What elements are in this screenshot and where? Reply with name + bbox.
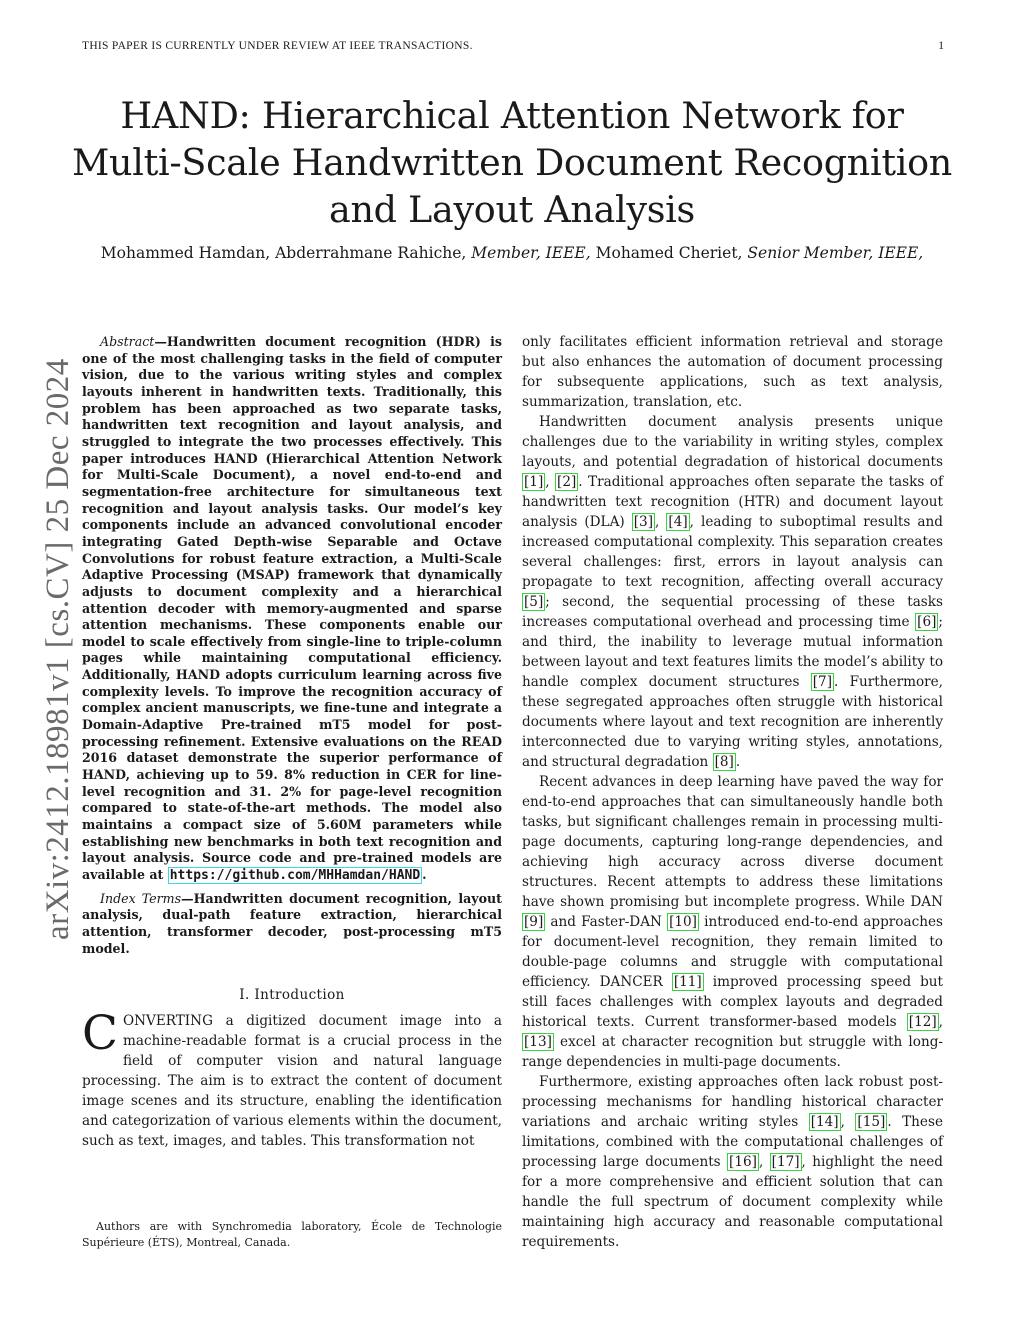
paragraph-3	[522, 772, 943, 1072]
author-role-1: Member, IEEE,	[471, 244, 591, 262]
author-line	[70, 244, 954, 262]
text-run: Recent advances in deep learning have paved the way for end-to-end approaches that can simultaneously handle both tasks, but significant challenges remain in processing multi-page documents, capturing long-range dependencies, and achieving high accuracy across diverse document structures. Recent attempts to address these limitations have shown promising but incomplete progress. While DAN	[522, 774, 943, 910]
citation-link[interactable]: [5]	[524, 594, 544, 610]
github-link[interactable]: https://github.com/MHHamdan/HAND	[169, 868, 421, 883]
citation-link[interactable]: [4]	[668, 514, 688, 530]
citation-link[interactable]: [13]	[524, 1034, 552, 1050]
abstract-text: —Handwritten document recognition (HDR) is one of the most challenging tasks in the field of computer vision, due to the various writing styles and complex layouts inherent in handwritten texts. Traditionally, this problem has been approached as two separate tasks, handwritten text recognition and layout analysis, and struggled to integrate the two processes effectively. This paper introduces HAND (Hierarchical Attention Network for Multi-Scale Document), a novel end-to-end and segmentation-free architecture for simultaneous text recognition and layout analysis tasks. Our model’s key components include an advanced convolutional encoder integrating Gated Depth-wise Separable and Octave Convolutions for robust feature extraction, a Multi-Scale Adaptive Processing (MSAP) framework that dynamically adjusts to document complexity and a hierarchical attention decoder with memory-augmented and sparse attention mechanisms. These components enable our model to scale effectively from single-line to triple-column pages while maintaining computational efficiency. Additionally, HAND adopts curriculum learning across five complexity levels. To improve the recognition accuracy of complex ancient manuscripts, we fine-tune and integrate a Domain-Adaptive Pre-trained mT5 model for post-processing refinement. Extensive evaluations on the READ 2016 dataset demonstrate the superior performance of HAND, achieving up to 59. 8% reduction in CER for line-level recognition and 31. 2% for page-level recognition compared to state-of-the-art methods. The model also maintains a compact size of 5.60M parameters while establishing new benchmarks in both text recognition and layout analysis. Source code and pre-trained models are available at	[82, 334, 502, 882]
text-run: . These limitations, combined with the computational challenges of processing large documents	[522, 1114, 943, 1170]
abstract-label: Abstract	[100, 334, 155, 349]
text-run: ,	[938, 1014, 943, 1030]
author-footnote: Authors are with Synchromedia laboratory, École de Technologie Supérieure (ÉTS), Montreal, Canada.	[82, 1220, 502, 1249]
section-title-introduction: I. Introduction	[239, 987, 345, 1004]
citation-link[interactable]: [12]	[908, 1014, 937, 1030]
author-role-2: Senior Member, IEEE,	[747, 244, 924, 262]
text-run: introduced end-to-end approaches for document-level recognition, they remain limited to double-page columns and struggle with computational efficiency. DANCER	[522, 914, 943, 990]
author-names-2: Mohamed Cheriet,	[590, 244, 748, 262]
citation-link[interactable]: [17]	[771, 1154, 800, 1170]
running-head: THIS PAPER IS CURRENTLY UNDER REVIEW AT IEEE TRANSACTIONS.	[82, 40, 473, 52]
text-run: .	[735, 754, 741, 770]
right-column	[522, 332, 943, 1252]
paragraph-2	[522, 412, 943, 772]
index-terms	[82, 891, 502, 958]
author-names-1: Mohammed Hamdan, Abderrahmane Rahiche,	[100, 244, 472, 262]
citation-link[interactable]: [7]	[812, 674, 833, 690]
text-run: excel at character recognition but struggle with long-range dependencies in multi-page documents.	[522, 1034, 943, 1070]
text-run: improved processing speed but still faces challenges with complex layouts and degraded historical texts. Current transformer-based models	[522, 974, 943, 1030]
drop-cap: C	[82, 1006, 118, 1062]
citation-link[interactable]: [6]	[917, 614, 937, 630]
text-run: . Traditional approaches often separate the tasks of handwritten text recognition (HTR) and document layout analysis (DLA)	[522, 474, 943, 530]
text-run: Furthermore, existing approaches often lack robust post-processing mechanisms for handling historical character variations and archaic writing styles	[522, 1074, 943, 1130]
citation-link[interactable]: [9]	[524, 914, 544, 930]
citation-link[interactable]: [15]	[857, 1114, 886, 1130]
text-run: and Faster-DAN	[545, 914, 668, 930]
text-run: ,	[758, 1154, 770, 1170]
arxiv-stamp: arXiv:2412.18981v1 [cs.CV] 25 Dec 2024	[40, 358, 76, 940]
paragraph-1: only facilitates efficient information retrieval and storage but also enhances the automation of document processing for subsequente applications, such as text analysis, summarization, translation, etc.	[522, 334, 943, 410]
text-run: ,	[655, 514, 667, 530]
citation-link[interactable]: [8]	[714, 754, 734, 770]
citation-link[interactable]: [1]	[524, 474, 544, 490]
citation-link[interactable]: [14]	[810, 1114, 839, 1130]
text-run: . Furthermore, these segregated approaches often struggle with historical documents where layout and text recognition are inherently interconnected due to varying writing styles, annotations, and structural degradation	[522, 674, 944, 770]
intro-text: ONVERTING a digitized document image into a machine-readable format is a crucial process in the field of computer vision and natural language processing. The aim is to extract the content of document image scenes and its structure, enabling the identification and categorization of various elements within the document, such as text, images, and tables. This transformation not	[82, 1013, 502, 1150]
citation-link[interactable]: [2]	[557, 474, 577, 490]
citation-link[interactable]: [16]	[729, 1154, 757, 1170]
index-terms-text: —Handwritten document recognition, layout analysis, dual-path feature extraction, hierarchical attention, transformer decoder, post-processing mT5 model.	[82, 890, 502, 956]
abstract	[82, 334, 502, 885]
index-terms-label: Index Terms	[100, 890, 182, 906]
left-column	[82, 334, 502, 1151]
citation-link[interactable]: [11]	[673, 974, 702, 990]
paragraph-4	[522, 1072, 943, 1252]
text-run: ; and third, the inability to leverage mutual information between layout and text features limits the model’s ability to handle complex document structures	[522, 614, 943, 690]
paper-title: HAND: Hierarchical Attention Network for Multi-Scale Handwritten Document Recognition and Layout Analysis	[71, 94, 953, 231]
text-run: ,	[840, 1114, 856, 1130]
citation-link[interactable]: [10]	[669, 914, 697, 930]
abstract-end: .	[422, 867, 427, 882]
text-run: ,	[545, 474, 556, 490]
intro-paragraph	[82, 1006, 502, 1151]
citation-link[interactable]: [3]	[633, 514, 654, 530]
page-number: 1	[938, 40, 944, 52]
text-run: , highlight the need for a more comprehensive and efficient solution that can handle the full spectrum of document complexity while maintaining high accuracy and reasonable computational requirements.	[522, 1154, 943, 1250]
text-run: Handwritten document analysis presents unique challenges due to the variability in writing styles, complex layouts, and potential degradation of historical documents	[522, 414, 943, 470]
text-run: , leading to suboptimal results and increased computational complexity. This separation creates several challenges: first, errors in layout analysis can propagate to text recognition, affecting overall accuracy	[522, 514, 943, 590]
text-run: ; second, the sequential processing of these tasks increases computational overhead and processing time	[522, 594, 943, 630]
